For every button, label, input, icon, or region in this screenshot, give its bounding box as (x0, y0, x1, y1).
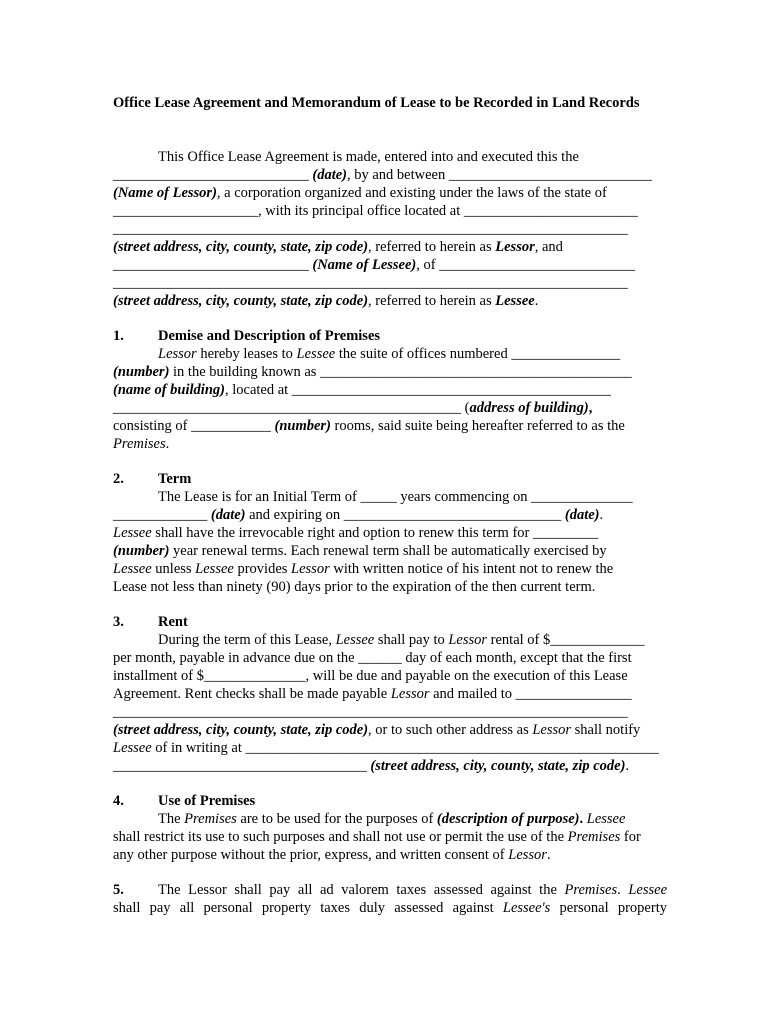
section-line: The Premises are to be used for the purposes of (description of purpose). Lessee (158, 811, 626, 827)
section-line: (street address, city, county, state, zip code), or to such other address as Lessor shall notify (113, 722, 641, 738)
section-line: ________________________________________________ (address of building), (113, 400, 593, 416)
section-number: 3. (113, 614, 124, 630)
section-number: 2. (113, 471, 124, 487)
section-line: ___________________________________ (street address, city, county, state, zip code). (113, 758, 630, 774)
section-line: _____________ (date) and expiring on ______________________________ (date). (113, 507, 604, 523)
section-number: 5. (113, 882, 124, 898)
section-line: Lessor hereby leases to Lessee the suite of offices numbered _______________ (158, 346, 621, 362)
section-line: _______________________________________________________________________ (113, 704, 628, 720)
intro-line: ____________________, with its principal office located at ________________________ (113, 203, 638, 219)
section-number: 4. (113, 793, 124, 809)
section-line: Lease not less than ninety (90) days prior to the expiration of the then current term. (113, 579, 596, 595)
section-line: Lessee of in writing at _________________________________________________________ (113, 740, 659, 756)
section-line: The Lessor shall pay all ad valorem taxes assessed against the Premises. Lessee (158, 882, 668, 898)
section-line: any other purpose without the prior, express, and written consent of Lessor. (113, 847, 551, 863)
section-line: The Lease is for an Initial Term of _____ years commencing on ______________ (158, 489, 633, 505)
document-title: Office Lease Agreement and Memorandum of Lease to be Recorded in Land Records (113, 95, 640, 111)
intro-line: _______________________________________________________________________ (113, 275, 628, 291)
section-line: (number) year renewal terms. Each renewal term shall be automatically exercised by (113, 543, 607, 559)
section-line: (name of building), located at ____________________________________________ (113, 382, 611, 398)
intro-line: _______________________________________________________________________ (113, 221, 628, 237)
section-line: (number) in the building known as ___________________________________________ (113, 364, 632, 380)
section-line: Lessee shall have the irrevocable right and option to renew this term for _________ (113, 525, 599, 541)
section-line: During the term of this Lease, Lessee shall pay to Lessor rental of $_____________ (158, 632, 645, 648)
intro-line: ___________________________ (date), by and between ____________________________ (113, 167, 652, 183)
section-heading: Rent (158, 614, 188, 630)
section-line: per month, payable in advance due on the ______ day of each month, except that the first (113, 650, 632, 666)
section-line: shall restrict its use to such purposes and shall not use or permit the use of the Premises for (113, 829, 641, 845)
intro-line: (street address, city, county, state, zip code), referred to herein as Lessor, and (113, 239, 563, 255)
section-line: consisting of ___________ (number) rooms, said suite being hereafter referred to as the (113, 418, 625, 434)
intro-line: ___________________________ (Name of Lessee), of ___________________________ (113, 257, 635, 273)
intro-line: This Office Lease Agreement is made, entered into and executed this the (158, 149, 579, 165)
section-heading: Use of Premises (158, 793, 256, 809)
section-line: installment of $______________, will be due and payable on the execution of this Lease (113, 668, 628, 684)
section-heading: Term (158, 471, 192, 487)
section-line: shall pay all personal property taxes duly assessed against Lessee's personal property (113, 900, 667, 916)
intro-line: (street address, city, county, state, zip code), referred to herein as Lessee. (113, 293, 539, 309)
section-line: Premises. (113, 436, 170, 452)
section-line: Lessee unless Lessee provides Lessor with written notice of his intent not to renew the (113, 561, 614, 577)
section-heading: Demise and Description of Premises (158, 328, 381, 344)
intro-line: (Name of Lessor), a corporation organized and existing under the laws of the state of (113, 185, 607, 201)
section-number: 1. (113, 328, 124, 344)
section-line: Agreement. Rent checks shall be made payable Lessor and mailed to ________________ (113, 686, 632, 702)
